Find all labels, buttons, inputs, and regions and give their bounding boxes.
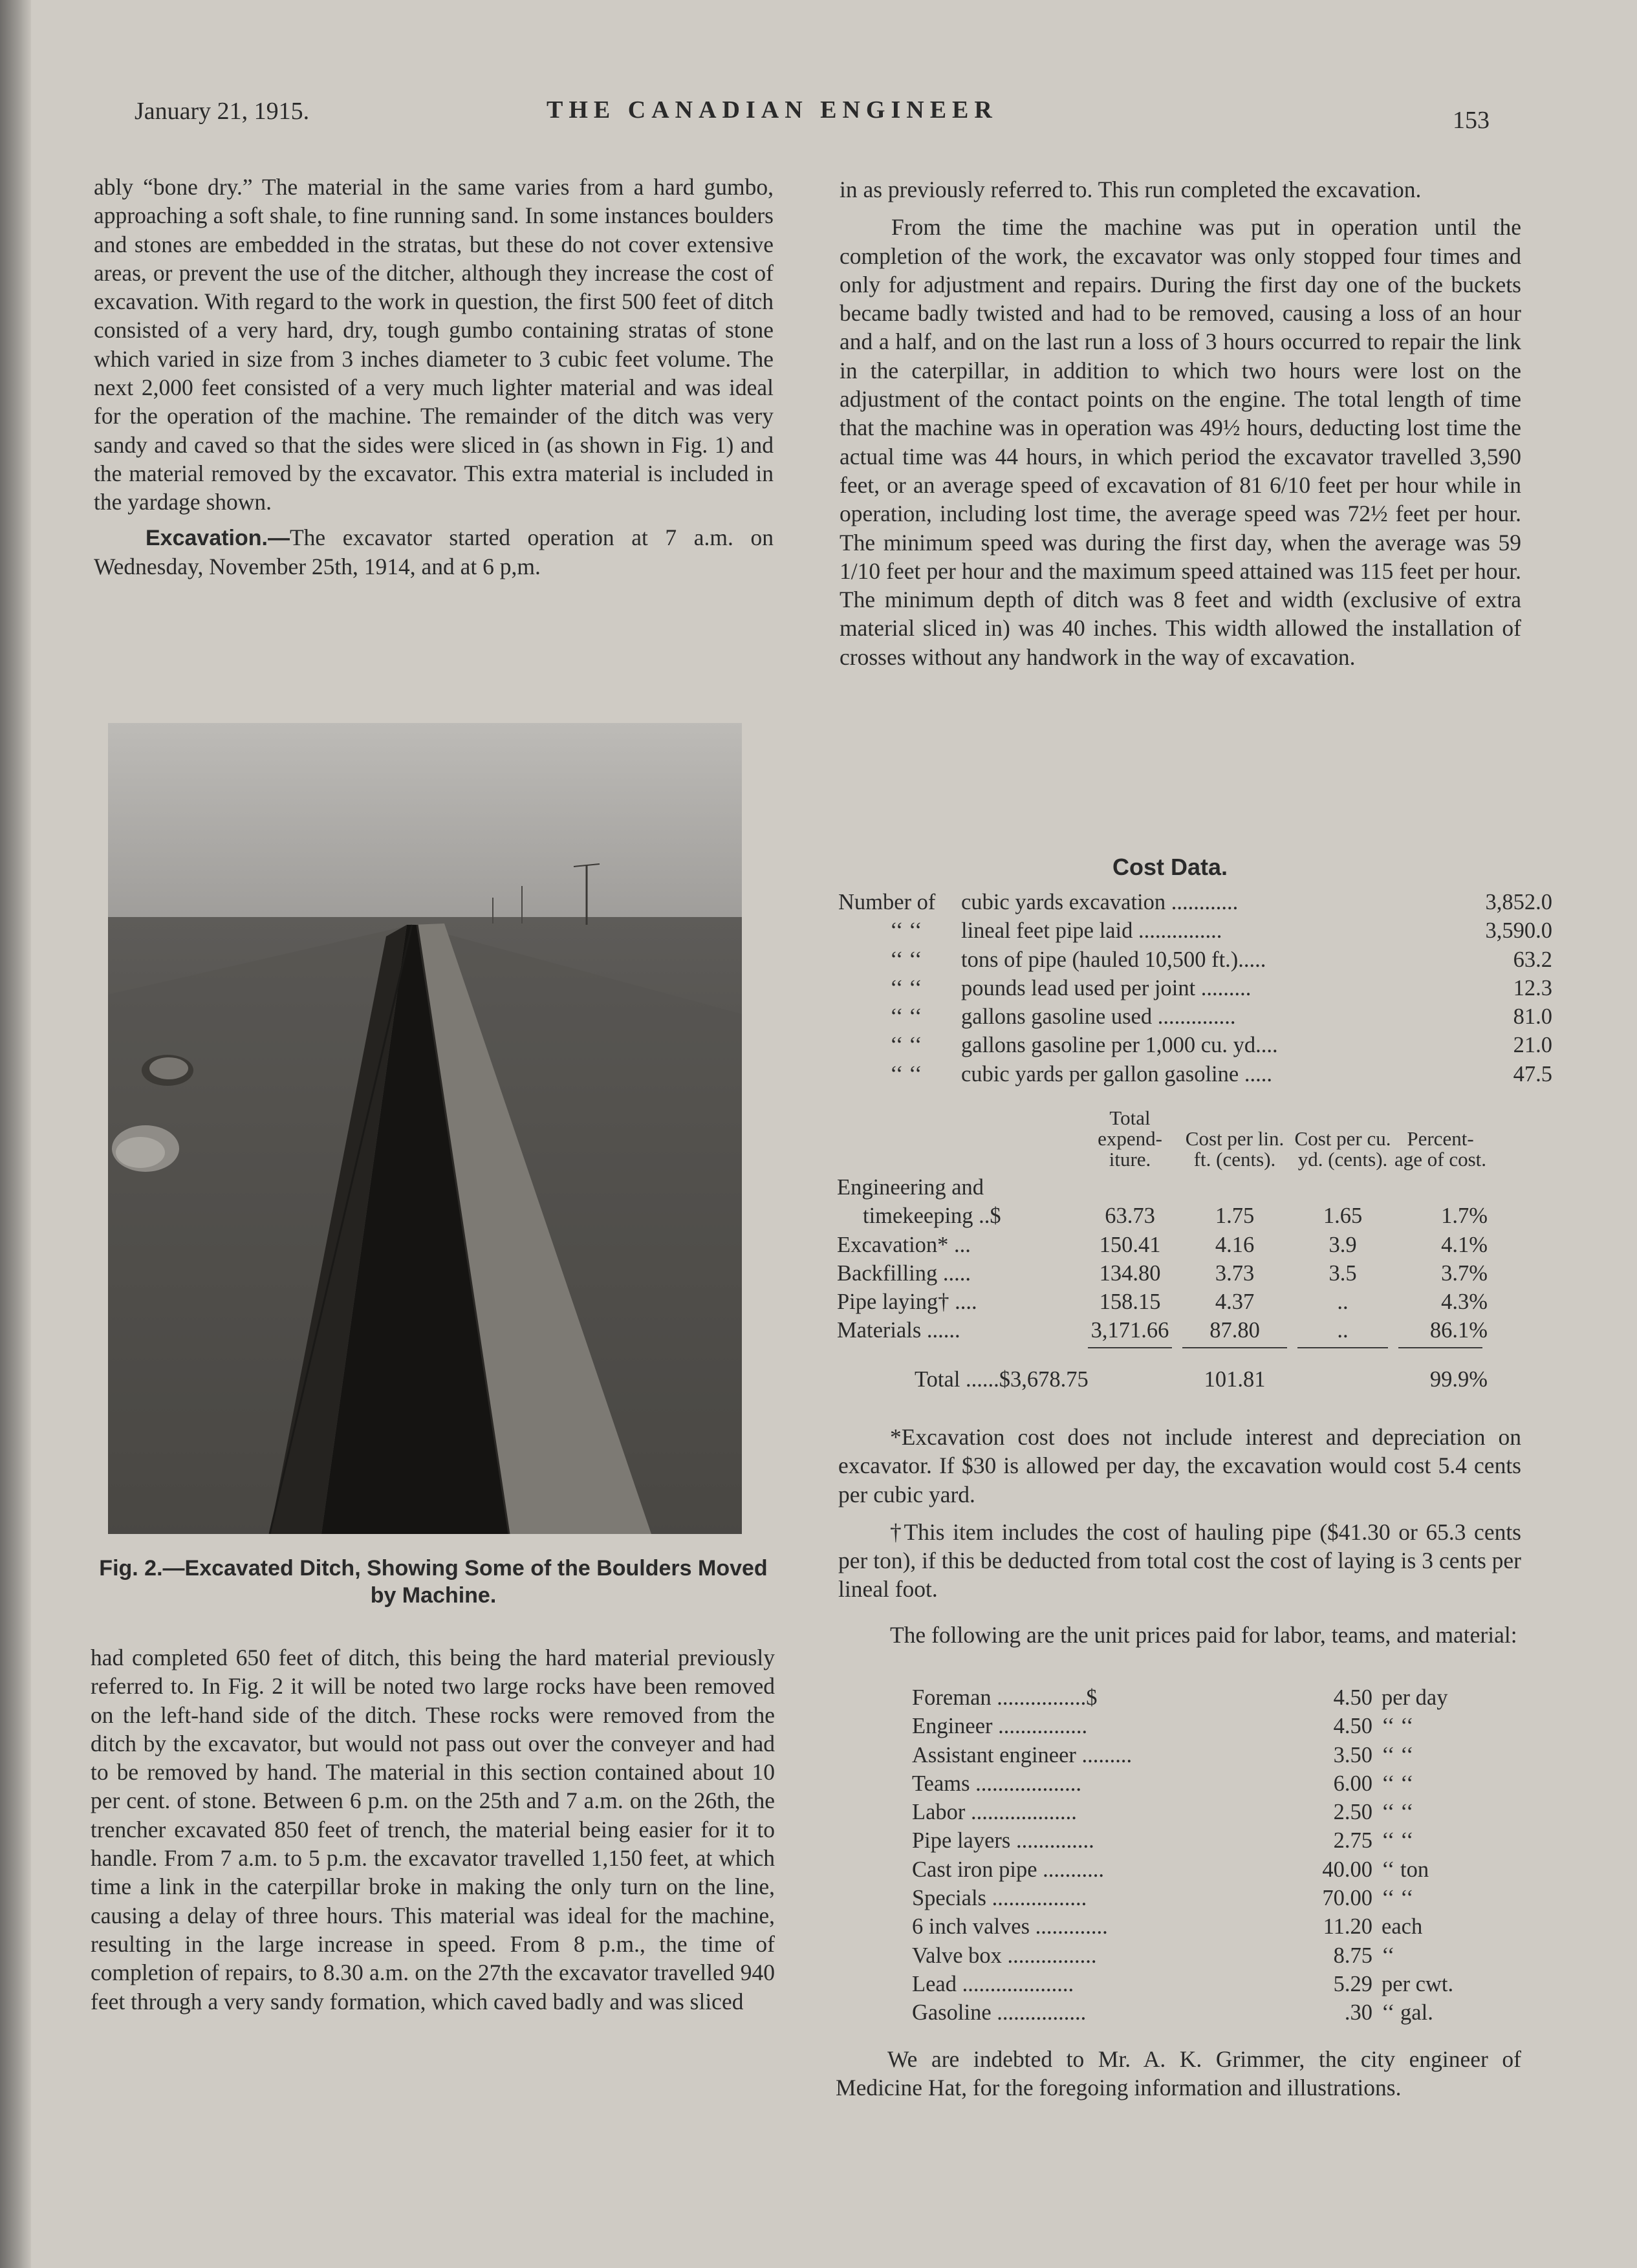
column-header: Total expend- iture.: [1098, 1107, 1162, 1171]
table-row: Backfilling ..... 134.80 3.73 3.5 3.7%: [837, 1260, 1488, 1286]
price-row: Cast iron pipe ........... 40.00 ‘‘ ton: [912, 1857, 1429, 1882]
price-row: Assistant engineer ......... 3.50 ‘‘ ‘‘: [912, 1742, 1414, 1767]
header-date: January 21, 1915.: [135, 98, 310, 125]
paragraph: had completed 650 feet of ditch, this being the hard material previously referred to. In Fig. 2 it will be noted two large rocks have been removed on the left-hand side of the ditch. These rocks were removed from the ditch by the excavator, but would not pass out over the conveyer and had to be removed by hand. The material in this section contained about 10 per cent. of stone. Between 6 p.m. on the 25th and 7 a.m. on the 26th, the trencher excavated 850 feet of trench, the material being easier for it to handle. From 7 a.m. to 5 p.m. the excavator travelled 1,150 feet, at which time a link in the caterpillar broke in making the only turn on the line, causing a delay of three hours. This material was ideal for the machine, resulting in the large increase in speed. From 8 p.m., the time of completion of repairs, to 8.30 a.m. on the 27th the excavator travelled 940 feet through a very sandy formation, which caved badly and was sliced: [91, 1645, 775, 2014]
summary-row: Number of cubic yards excavation ............ 3,852.0: [838, 890, 1552, 914]
acknowledgement: [836, 2045, 1521, 2102]
summary-row: ‘‘ ‘‘ cubic yards per gallon gasoline ..... 47.5: [890, 1061, 1552, 1086]
page-number: 153: [1453, 107, 1490, 134]
column-header: Cost per cu. yd. (cents).: [1294, 1127, 1391, 1171]
price-row: 6 inch valves ............. 11.20 each: [912, 1914, 1423, 1939]
cost-breakdown-table: [837, 1108, 1488, 1392]
paragraph: From the time the machine was put in operation until the completion of the work, the excavator was only stopped four times and only for adjustment and repairs. During the first day one of the buckets became badly twisted and had to be removed, causing a loss of an hour and a half, and on the last run a loss of 3 hours occurred to repair the link in the caterpillar, in addition to which two hours were lost on the adjustment of the contact points on the engine. The total length of time that the machine was in operation was 49½ hours, deducting lost time the actual time was 44 hours, in which period the excavator travelled 3,590 feet, or an average speed of excavation of 81 6/10 feet per hour while in operation, including lost time, the average speed was 72½ feet per hour. The minimum speed was during the first day, when the average was 59 1/10 feet per hour and the maximum speed attained was 115 feet per hour. The minimum depth of ditch was 8 feet and width (exclusive of extra material sliced in) was 40 inches. This width allowed the installation of crosses without any handwork in the way of excavation.: [840, 214, 1521, 670]
figure-caption: Fig. 2.—Excavated Ditch, Showing Some of the Boulders Moved by Machine.: [99, 1556, 768, 1608]
table-row: Engineering and: [837, 1175, 984, 1200]
table-row: Materials ...... 3,171.66 87.80 .. 86.1%: [837, 1318, 1488, 1343]
footnote-pipe-laying: †This item includes the cost of hauling pipe ($41.30 or 65.3 cents per ton), if this be deducted from total cost the cost of laying is 3 cents per lineal foot.: [838, 1518, 1521, 1603]
paragraph: in as previously referred to. This run completed the excavation.: [840, 177, 1422, 202]
excavation-heading: Excavation.—: [146, 525, 290, 550]
summary-row: ‘‘ ‘‘ pounds lead used per joint ......... 12.3: [890, 975, 1552, 1000]
price-row: Lead .................... 5.29 per cwt.: [912, 1971, 1454, 1996]
table-row: timekeeping ..$ 63.73 1.75 1.65 1.7%: [863, 1204, 1488, 1229]
journal-title: THE CANADIAN ENGINEER: [547, 96, 998, 124]
summary-row: ‘‘ ‘‘ lineal feet pipe laid ............... 3,590.0: [890, 918, 1552, 944]
cost-summary-list: [838, 890, 1552, 1090]
price-row: Teams ................... 6.00 ‘‘ ‘‘: [912, 1771, 1414, 1796]
summary-row: ‘‘ ‘‘ tons of pipe (hauled 10,500 ft.)..... 63.2: [890, 947, 1552, 972]
paragraph: ably “bone dry.” The material in the same varies from a hard gumbo, approaching a soft shale, to fine running sand. In some instances boulders and stones are embedded in the stratas, but these do not cover extensive areas, or prevent the use of the ditcher, although they increase the cost of excavation. With regard to the work in question, the first 500 feet of ditch consisted of a very hard, dry, tough gumbo containing stratas of stone which varied in size from 3 inches diameter to 3 cubic feet volume. The next 2,000 feet consisted of a very much lighter material and was ideal for the operation of the machine. The remainder of the ditch was very sandy and caved so that the sides were sliced in (as shown in Fig. 1) and the material removed by the excavator. This extra material is included in the yardage shown.: [94, 174, 774, 515]
unit-prices-list: [912, 1685, 1459, 2029]
table-row: Pipe laying† .... 158.15 4.37 .. 4.3%: [837, 1290, 1488, 1315]
summary-row: ‘‘ ‘‘ gallons gasoline used .............. 81.0: [890, 1004, 1552, 1030]
total-row: Total ......$3,678.75 101.81 99.9%: [915, 1366, 1488, 1392]
price-row: Gasoline ................ .30 ‘‘ gal.: [912, 2000, 1433, 2025]
price-row: Engineer ................ 4.50 ‘‘ ‘‘: [912, 1714, 1414, 1739]
total-rule: [837, 1347, 1488, 1357]
prices-intro: The following are the unit prices paid for labor, teams, and material:: [890, 1621, 1517, 1648]
price-row: Valve box ................ 8.75 ‘‘: [912, 1943, 1395, 1968]
column-header: Cost per lin. ft. (cents).: [1185, 1127, 1285, 1171]
closing-paragraph: We are indebted to Mr. A. K. Grimmer, the city engineer of Medicine Hat, for the foregoing information and illustrations.: [836, 2046, 1521, 2101]
right-column-top: [840, 175, 1521, 671]
price-row: Specials ................. 70.00 ‘‘ ‘‘: [912, 1886, 1414, 1911]
page-binding-edge: [0, 0, 31, 2268]
footnote-excavation: *Excavation cost does not include interest and depreciation on excavator. If $30 is allowed per day, the excavation would cost 5.4 cents per cubic yard.: [838, 1424, 1521, 1507]
summary-row: ‘‘ ‘‘ gallons gasoline per 1,000 cu. yd.... 21.0: [890, 1033, 1552, 1058]
table-row: Excavation* ... 150.41 4.16 3.9 4.1%: [837, 1232, 1488, 1257]
left-column-bottom: [91, 1643, 775, 2016]
left-column-top: [94, 173, 774, 581]
price-row: Labor ................... 2.50 ‘‘ ‘‘: [912, 1800, 1414, 1825]
cost-data-heading: Cost Data.: [1112, 854, 1228, 880]
footnotes: [838, 1423, 1521, 1649]
price-row: Foreman ................$ 4.50 per day: [912, 1685, 1448, 1710]
column-header: Percent- age of cost.: [1394, 1127, 1487, 1171]
excavated-ditch-photo: [108, 723, 742, 1534]
excavation-paragraph: [94, 523, 774, 581]
price-row: Pipe layers .............. 2.75 ‘‘ ‘‘: [912, 1828, 1414, 1853]
excavation-text: The excavator started operation at 7 a.m. on Wednesday, November 25th, 1914, and at 6 p,m.: [94, 524, 774, 579]
